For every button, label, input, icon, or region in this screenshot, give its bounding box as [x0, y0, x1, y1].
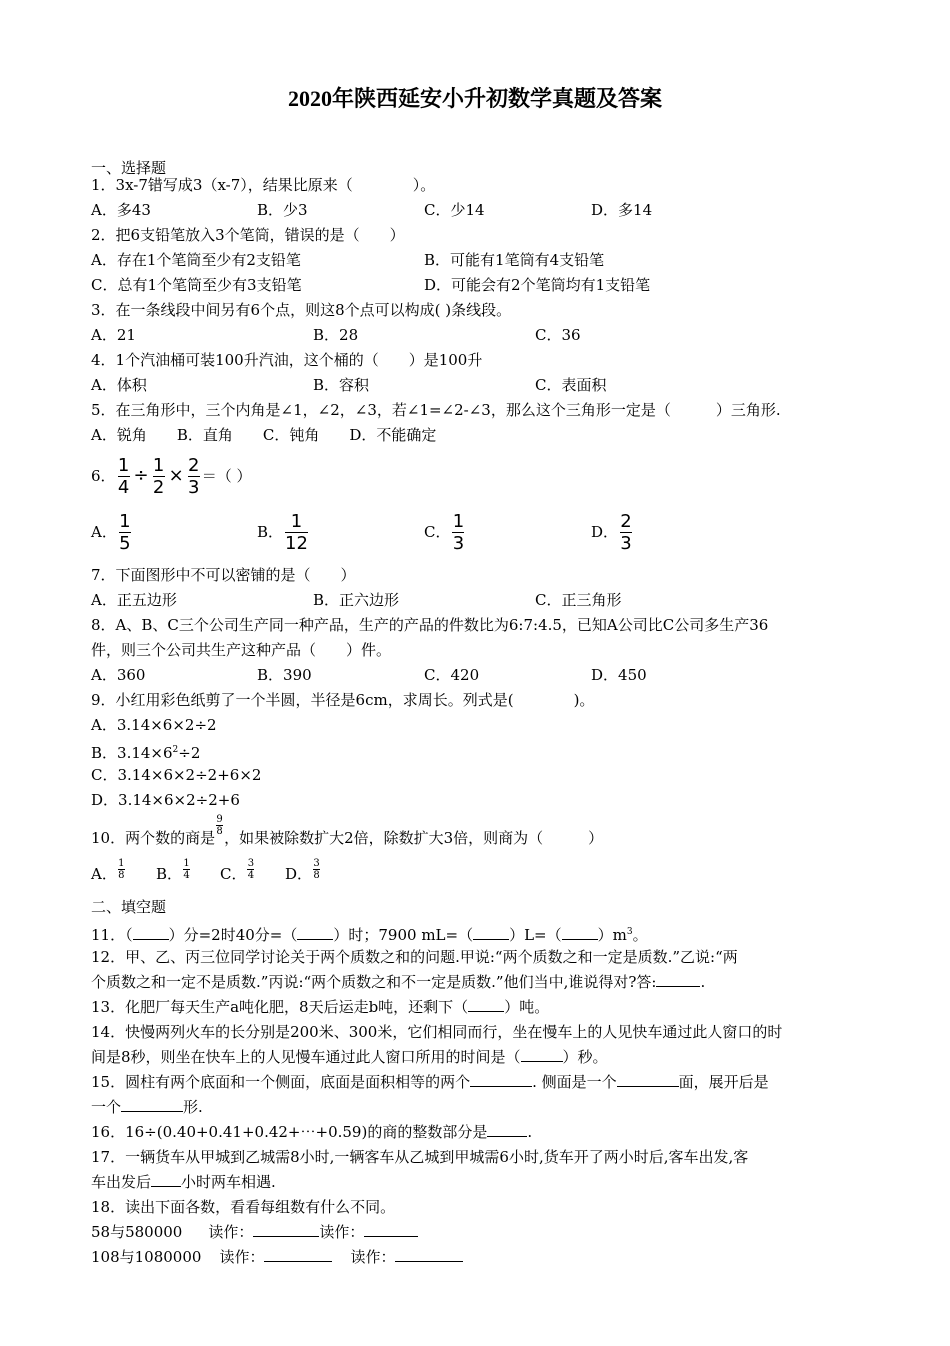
q4-option-a: A．体积	[91, 376, 147, 394]
question-4: 4．1个汽油桶可装100升汽油，这个桶的（ ）是100升	[91, 351, 483, 369]
question-12-line-2	[91, 972, 705, 992]
numerator: 9	[216, 814, 223, 825]
q2-option-b: B．可能有1笔筒有4支铅笔	[424, 251, 605, 269]
denominator: 4	[183, 870, 190, 881]
page-title: 2020年陕西延安小升初数学真题及答案	[287, 86, 662, 111]
q18-row-2	[91, 1247, 463, 1267]
label: A．	[91, 523, 117, 541]
q3-option-a: A．21	[91, 326, 136, 344]
numerator: 2	[188, 454, 200, 476]
exponent: 2	[172, 745, 179, 755]
label: D．	[285, 865, 313, 883]
answer-blank[interactable]	[473, 939, 509, 940]
q8-option-c: C．420	[424, 666, 480, 684]
answer-blank[interactable]	[395, 1261, 463, 1262]
text: 10．两个数的商是	[91, 829, 216, 847]
text: ）时；7900 mL=（	[333, 926, 474, 944]
q10-fraction	[216, 814, 223, 837]
section-heading-fill: 二、填空题	[91, 898, 167, 916]
q6-option-c	[424, 508, 466, 555]
numerator: 3	[247, 858, 255, 869]
text: B．3.14×6	[91, 744, 173, 762]
q9-option-c: C．3.14×6×2÷2+6×2	[91, 766, 262, 784]
answer-blank[interactable]	[253, 1236, 319, 1237]
question-12-line-1: 12．甲、乙、丙三位同学讨论关于两个质数之和的问题.甲说:“两个质数之和一定是质数.”乙说:“两	[91, 948, 738, 966]
q6-option-b	[257, 508, 310, 555]
answer-blank[interactable]	[364, 1236, 418, 1237]
question-16	[91, 1122, 532, 1142]
question-1: 1．3x-7错写成3（x-7），结果比原来（ ）。	[91, 176, 436, 194]
text: 小时两车相遇.	[181, 1173, 276, 1191]
answer-blank[interactable]	[468, 1011, 504, 1012]
question-18: 18．读出下面各数，看看每组数有什么不同。	[91, 1198, 396, 1216]
answer-blank[interactable]	[297, 939, 333, 940]
fraction	[452, 511, 464, 554]
text: 个质数之和一定不是质数.”丙说:“两个质数之和不一定是质数.”他们当中,谁说得对?答:	[91, 973, 657, 991]
denominator: 8	[118, 870, 125, 881]
fraction	[119, 511, 131, 554]
denominator: 8	[313, 870, 320, 881]
answer-blank[interactable]	[470, 1086, 532, 1087]
q18-row-1	[91, 1222, 418, 1242]
numerator: 1	[290, 510, 303, 532]
numerator: 2	[620, 510, 632, 532]
text: ）吨。	[504, 998, 550, 1016]
multiply-sign: ×	[168, 465, 184, 486]
q1-option-a: A．多43	[91, 201, 151, 219]
denominator: 2	[152, 476, 165, 498]
question-15-line-2	[91, 1097, 203, 1117]
q8-option-b: B．390	[257, 666, 312, 684]
text: 13．化肥厂每天生产a吨化肥，8天后运走b吨，还剩下（	[91, 998, 469, 1016]
question-3: 3．在一条线段中间另有6个点，则这8个点可以构成( )条线段。	[91, 301, 512, 319]
text: ÷2	[178, 744, 201, 762]
q5-options: A．锐角 B．直角 C．钝角 D．不能确定	[91, 426, 437, 444]
q2-option-a: A．存在1个笔筒至少有2支铅笔	[91, 251, 301, 269]
q10-option-d	[285, 858, 321, 890]
answer-blank[interactable]	[487, 1136, 527, 1137]
section-heading-choice: 一、选择题	[91, 159, 167, 177]
question-5: 5．在三角形中，三个内角是∠1，∠2，∠3，若∠1=∠2-∠3，那么这个三角形一定是（ ）三角形.	[91, 401, 781, 419]
text: 形.	[183, 1098, 203, 1116]
text: ）分=2时40分=（	[168, 926, 298, 944]
numerator: 1	[119, 510, 131, 532]
question-2: 2．把6支铅笔放入3个笔筒，错误的是（ ）	[91, 226, 405, 244]
q2-option-c: C．总有1个笔筒至少有3支铅笔	[91, 276, 302, 294]
denominator: 12	[285, 532, 308, 554]
answer-blank[interactable]	[133, 939, 169, 940]
label: D．	[591, 523, 619, 541]
fraction	[313, 858, 320, 881]
question-14-line-2	[91, 1047, 608, 1067]
numerator: 1	[183, 858, 190, 869]
q10-option-b	[156, 858, 191, 890]
read-label: 读作：	[319, 1223, 365, 1241]
question-17-line-1: 17．一辆货车从甲城到乙城需8小时,一辆客车从乙城到甲城需6小时,货车开了两小时后,客车出发,客	[91, 1148, 749, 1166]
q7-option-a: A．正五边形	[91, 591, 177, 609]
q6-option-a	[91, 508, 133, 555]
q10-option-a	[91, 858, 126, 890]
label: C．	[424, 523, 451, 541]
numerator: 1	[117, 454, 130, 476]
question-8-line-2: 件，则三个公司共生产这种产品（ ）件。	[91, 641, 392, 659]
read-label: 读作：	[208, 1223, 254, 1241]
answer-blank[interactable]	[562, 939, 598, 940]
text: 。	[632, 926, 648, 944]
question-7: 7．下面图形中不可以密铺的是（ ）	[91, 566, 356, 584]
answer-blank[interactable]	[521, 1061, 563, 1062]
numerator: 3	[313, 858, 320, 869]
text: 间是8秒，则坐在快车上的人见慢车通过此人窗口所用的时间是（	[91, 1048, 521, 1066]
q9-option-a: A．3.14×6×2÷2	[91, 716, 217, 734]
fraction	[620, 511, 632, 554]
question-6	[91, 452, 252, 498]
fraction	[118, 858, 125, 881]
answer-blank[interactable]	[656, 986, 700, 987]
exponent: 3	[626, 927, 633, 937]
q9-option-b	[91, 740, 200, 763]
q7-option-c: C．正三角形	[535, 591, 622, 609]
text: . 侧面是一个	[532, 1073, 617, 1091]
text: 15．圆柱有两个底面和一个侧面，底面是面积相等的两个	[91, 1073, 471, 1091]
q6-number: 6．	[91, 467, 116, 485]
q2-option-d: D．可能会有2个笔筒均有1支铅笔	[424, 276, 651, 294]
fraction	[285, 511, 308, 554]
denominator: 3	[452, 532, 465, 554]
q8-option-a: A．360	[91, 666, 146, 684]
q7-option-b: B．正六边形	[313, 591, 400, 609]
answer-blank[interactable]	[151, 1186, 181, 1187]
q10-option-c	[220, 858, 255, 890]
q6-fraction-3	[188, 455, 200, 498]
q3-option-c: C．36	[535, 326, 581, 344]
answer-blank[interactable]	[264, 1261, 332, 1262]
text: ）秒。	[562, 1048, 608, 1066]
answer-blank[interactable]	[121, 1111, 183, 1112]
numerator: 1	[452, 510, 465, 532]
number-pair: 108与1080000	[91, 1248, 202, 1266]
fraction	[247, 858, 254, 881]
label: B．	[156, 865, 183, 883]
label: A．	[91, 865, 117, 883]
q6-fraction-2	[153, 455, 165, 498]
numerator: 1	[152, 454, 165, 476]
question-11	[91, 922, 648, 945]
q9-option-d: D．3.14×6×2÷2+6	[91, 791, 240, 809]
text: 车出发后	[91, 1173, 152, 1191]
question-10	[91, 810, 603, 856]
q1-option-c: C．少14	[424, 201, 485, 219]
text: 面，展开后是	[678, 1073, 769, 1091]
q4-option-c: C．表面积	[535, 376, 607, 394]
text: ，如果被除数扩大2倍，除数扩大3倍，则商为（ ）	[224, 829, 604, 847]
denominator: 4	[247, 870, 255, 881]
text: .	[527, 1123, 533, 1141]
text: ）m	[597, 926, 627, 944]
text: .	[700, 973, 706, 991]
q1-option-d: D．多14	[591, 201, 653, 219]
text: 一个	[91, 1098, 122, 1116]
read-label: 读作：	[219, 1248, 265, 1266]
q6-option-d	[591, 508, 634, 555]
question-15-line-1	[91, 1072, 769, 1092]
denominator: 5	[119, 532, 131, 554]
q3-option-b: B．28	[313, 326, 359, 344]
fraction	[183, 858, 190, 881]
q6-tail: ＝（ ）	[201, 467, 252, 485]
divide-sign: ÷	[133, 465, 149, 486]
answer-blank[interactable]	[617, 1086, 679, 1087]
q1-option-b: B．少3	[257, 201, 308, 219]
denominator: 3	[620, 532, 632, 554]
label: B．	[257, 523, 284, 541]
question-14-line-1: 14．快慢两列火车的长分别是200米、300米，它们相同而行，坐在慢车上的人见快车通过此人窗口的时	[91, 1023, 783, 1041]
q4-option-b: B．容积	[313, 376, 370, 394]
question-13	[91, 997, 549, 1017]
q8-option-d: D．450	[591, 666, 647, 684]
text: ）L=（	[509, 926, 562, 944]
text: 11．（	[91, 926, 133, 944]
denominator: 3	[188, 476, 200, 498]
numerator: 1	[118, 858, 125, 869]
read-label: 读作：	[350, 1248, 396, 1266]
question-8-line-1: 8．A、B、C三个公司生产同一种产品，生产的产品的件数比为6:7:4.5，已知A公司比C公司多生产36	[91, 616, 769, 634]
text: 16．16÷(0.40+0.41+0.42+⋯+0.59)的商的整数部分是	[91, 1123, 488, 1141]
question-17-line-2	[91, 1172, 276, 1192]
label: C．	[220, 865, 247, 883]
number-pair: 58与580000	[91, 1223, 183, 1241]
denominator: 8	[216, 826, 223, 837]
q6-fraction-1	[118, 455, 130, 498]
denominator: 4	[117, 476, 130, 498]
question-9: 9．小红用彩色纸剪了一个半圆，半径是6cm，求周长。列式是( )。	[91, 691, 595, 709]
